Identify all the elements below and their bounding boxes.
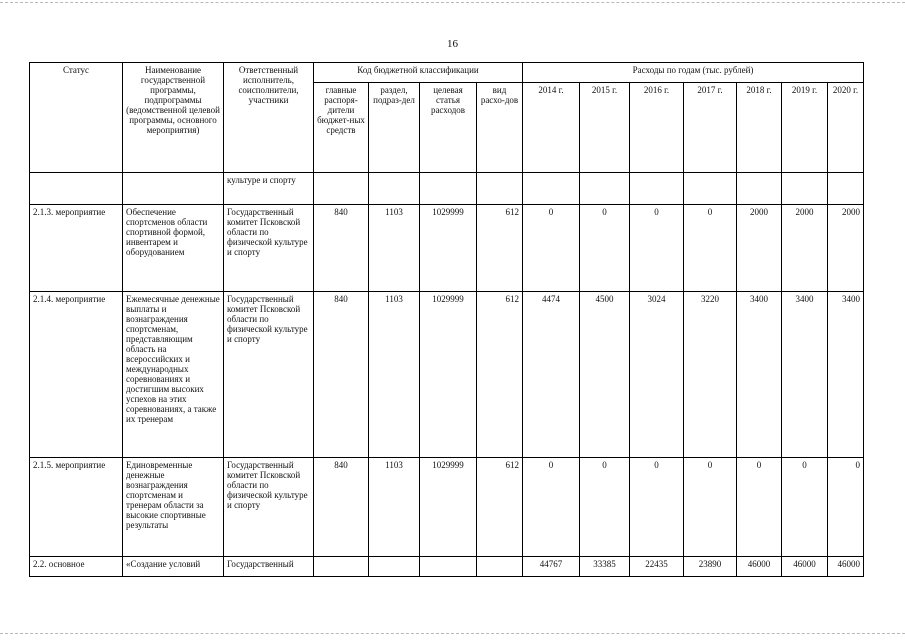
row-main-manager: 840	[314, 458, 369, 557]
row-main-manager: 840	[314, 292, 369, 458]
row-program-name: «Создание условий	[123, 557, 224, 577]
row-expense-value: 4474	[523, 292, 580, 458]
row-expense-type: 612	[477, 458, 523, 557]
row-main-manager	[314, 173, 369, 205]
row-main-manager: 840	[314, 205, 369, 292]
header-expense-type: вид расхо-дов	[477, 83, 523, 173]
table-row	[30, 458, 864, 557]
row-section: 1103	[369, 458, 420, 557]
table-header-row	[30, 63, 864, 83]
row-expense-value: 0	[737, 458, 782, 557]
row-status: 2.1.5. мероприятие	[30, 458, 123, 557]
row-expense-value: 23890	[684, 557, 737, 577]
row-expense-value: 46000	[828, 557, 864, 577]
row-expense-value: 33385	[580, 557, 630, 577]
header-year-2016: 2016 г.	[630, 83, 684, 173]
row-expense-value: 0	[684, 458, 737, 557]
header-executor: Ответственный исполнитель, соисполнители, участники	[224, 63, 314, 173]
row-program-name	[123, 173, 224, 205]
header-main-manager: главные распоря-дители бюджет-ных средств	[314, 83, 369, 173]
header-program-name: Наименование государственной программы, подпрограммы (ведомственной целевой программы, основного мероприятия)	[123, 63, 224, 173]
scan-edge-top	[0, 2, 905, 3]
row-expense-value: 3400	[782, 292, 828, 458]
row-target-article	[420, 557, 477, 577]
row-expense-value: 46000	[737, 557, 782, 577]
row-target-article: 1029999	[420, 292, 477, 458]
row-executor: Государственный комитет Псковской области по физической культуре и спорту	[224, 458, 314, 557]
row-status	[30, 173, 123, 205]
row-expense-value: 0	[782, 458, 828, 557]
table-row	[30, 173, 864, 205]
row-section: 1103	[369, 205, 420, 292]
row-expense-value: 3400	[737, 292, 782, 458]
budget-table	[29, 62, 864, 577]
row-expense-value: 2000	[782, 205, 828, 292]
row-expense-value: 0	[630, 205, 684, 292]
row-expense-value: 22435	[630, 557, 684, 577]
row-expense-value: 3400	[828, 292, 864, 458]
row-expense-value: 46000	[782, 557, 828, 577]
table-row	[30, 292, 864, 458]
row-expense-value: 0	[580, 205, 630, 292]
header-year-2020: 2020 г.	[828, 83, 864, 173]
row-section	[369, 173, 420, 205]
row-expense-value: 44767	[523, 557, 580, 577]
header-year-2015: 2015 г.	[580, 83, 630, 173]
row-target-article: 1029999	[420, 458, 477, 557]
table-row	[30, 557, 864, 577]
row-expense-value: 0	[523, 458, 580, 557]
row-expense-value: 3024	[630, 292, 684, 458]
row-expense-value: 3220	[684, 292, 737, 458]
row-expense-value	[782, 173, 828, 205]
row-expense-value	[523, 173, 580, 205]
row-section	[369, 557, 420, 577]
header-expenses: Расходы по годам (тыс. рублей)	[523, 63, 864, 83]
row-expense-value	[828, 173, 864, 205]
row-executor: Государственный комитет Псковской области по физической культуре и спорту	[224, 292, 314, 458]
row-expense-value: 2000	[737, 205, 782, 292]
page-number: 16	[447, 38, 458, 50]
scan-edge-bottom	[0, 633, 905, 634]
row-expense-value	[684, 173, 737, 205]
row-expense-type	[477, 557, 523, 577]
header-budget-code: Код бюджетной классификации	[314, 63, 523, 83]
row-target-article	[420, 173, 477, 205]
row-expense-value: 0	[684, 205, 737, 292]
header-target-article: целевая статья расходов	[420, 83, 477, 173]
row-section: 1103	[369, 292, 420, 458]
row-executor: Государственный	[224, 557, 314, 577]
row-program-name: Единовременные денежные вознаграждения спортсменам и тренерам области за высокие спортивные результаты	[123, 458, 224, 557]
header-year-2017: 2017 г.	[684, 83, 737, 173]
header-section: раздел, подраз-дел	[369, 83, 420, 173]
row-expense-value: 0	[828, 458, 864, 557]
row-executor: Государственный комитет Псковской области по физической культуре и спорту	[224, 205, 314, 292]
row-expense-type: 612	[477, 292, 523, 458]
row-expense-value: 0	[580, 458, 630, 557]
row-expense-type	[477, 173, 523, 205]
row-program-name: Ежемесячные денежные выплаты и вознаграждения спортсменам, представляющим область на всероссийских и международных соревнованиях и достигшим высоких успехов на этих соревнованиях, а также их тренерам	[123, 292, 224, 458]
row-expense-value: 0	[523, 205, 580, 292]
row-expense-value: 0	[630, 458, 684, 557]
header-year-2019: 2019 г.	[782, 83, 828, 173]
row-status: 2.1.3. мероприятие	[30, 205, 123, 292]
row-target-article: 1029999	[420, 205, 477, 292]
row-expense-value	[580, 173, 630, 205]
row-expense-value	[737, 173, 782, 205]
row-expense-type: 612	[477, 205, 523, 292]
row-executor: культуре и спорту	[224, 173, 314, 205]
row-status: 2.1.4. мероприятие	[30, 292, 123, 458]
header-year-2014: 2014 г.	[523, 83, 580, 173]
row-expense-value: 4500	[580, 292, 630, 458]
row-program-name: Обеспечение спортсменов области спортивной формой, инвентарем и оборудованием	[123, 205, 224, 292]
header-year-2018: 2018 г.	[737, 83, 782, 173]
row-status: 2.2. основное	[30, 557, 123, 577]
row-main-manager	[314, 557, 369, 577]
table-row	[30, 205, 864, 292]
row-expense-value: 2000	[828, 205, 864, 292]
header-status: Статус	[30, 63, 123, 173]
row-expense-value	[630, 173, 684, 205]
